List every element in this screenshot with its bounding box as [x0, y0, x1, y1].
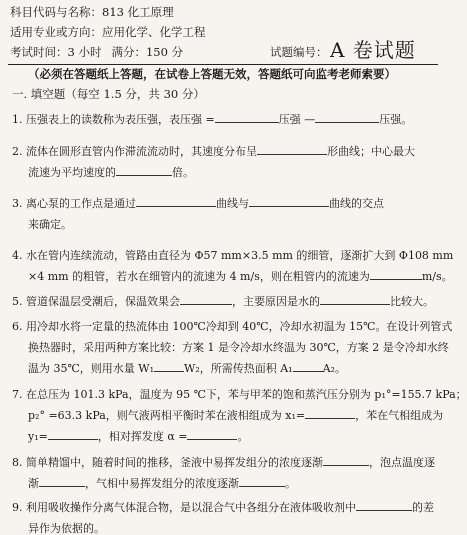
answer-blank[interactable]: [257, 142, 327, 155]
question-1: 1. 压强表上的读数称为表压强，表压强 = 压强 — 压强。: [12, 109, 434, 130]
answer-blank[interactable]: [39, 474, 85, 487]
answer-blank[interactable]: [187, 427, 237, 440]
answer-blank[interactable]: [215, 110, 279, 123]
answer-blank[interactable]: [293, 359, 323, 372]
answer-blank[interactable]: [323, 453, 369, 466]
answer-blank[interactable]: [320, 292, 390, 305]
section-heading: 一. 填空题（每空 1.5 分，共 30 分）: [12, 87, 205, 101]
answer-blank[interactable]: [154, 359, 184, 372]
answer-blank[interactable]: [239, 474, 285, 487]
full-score: 满分：150 分: [111, 45, 184, 59]
answer-blank[interactable]: [116, 163, 172, 176]
answer-blank[interactable]: [370, 267, 422, 280]
question-3: 3. 离心泵的工作点是通过 曲线与 曲线的交点 来确定。: [12, 193, 434, 235]
answer-blank[interactable]: [136, 194, 216, 207]
question-4: 4. 水在管内连续流动，管路由直径为 Φ57 mm×3.5 mm 的细管，逐渐扩大到 Φ108 mm ×4 mm 的粗管，若水在细管内的流速为 4 m/s，则在粗管内的流速为 m/s。: [12, 249, 454, 283]
answer-blank[interactable]: [180, 292, 232, 305]
answer-blank[interactable]: [356, 498, 412, 511]
question-5: 5. 管道保温层受潮后，保温效果会 ，主要原因是水的 比较大。: [12, 291, 434, 312]
majors-line: 适用专业或方向：应用化学、化学工程: [10, 25, 206, 39]
exam-number-label: 试题编号：: [270, 45, 328, 59]
answer-blank[interactable]: [48, 427, 98, 440]
subject-line: 科目代码与名称：813 化工原理: [10, 5, 174, 19]
question-2: 2. 流体在圆形直管内作滞流流动时，其速度分布呈 形曲线；中心最大 流速为平均速度的 倍。: [12, 141, 434, 183]
question-8: 8. 简单精馏中，随着时间的推移，釜液中易挥发组分的浓度逐渐 ，泡点温度逐 渐 ，气相中易挥发组分的浓度逐渐 。: [12, 452, 434, 494]
question-7: 7. 在总压为 101.3 kPa，温度为 95 ℃下，苯与甲苯的饱和蒸汽压分别为 p₁°=155.7 kPa； p₂° =63.3 kPa，则气液两相平衡时苯在液相组成为 x₁= ，苯在气相组成为 y₁= ，相对挥发度 α = 。: [12, 388, 467, 443]
answer-blank[interactable]: [315, 110, 379, 123]
question-9: 9. 利用吸收操作分离气体混合物，是以混合气中各组分在液体吸收剂中 的差 异作为依据的。: [12, 498, 434, 535]
answer-blank[interactable]: [305, 406, 355, 419]
question-6: 6. 用冷却水将一定量的热流体由 100℃冷却到 40℃，冷却水初温为 15℃。在设计列管式 换热器时，采用两种方案比较：方案 1 是令冷却水终温为 30℃，方案 2 是令冷却水终 温为 35℃，则用水量 W₁ W₂，所需传热面积 A₁ A₂。: [12, 320, 453, 375]
exam-time: 考试时间：3 小时: [10, 45, 102, 59]
answer-blank[interactable]: [249, 194, 329, 207]
answer-notice: （必须在答题纸上答题，在试卷上答题无效，答题纸可向监考老师索要）: [28, 67, 396, 81]
time-score-line: [10, 44, 183, 60]
header-divider: [8, 64, 438, 65]
paper-label: A 卷试题: [330, 38, 416, 62]
